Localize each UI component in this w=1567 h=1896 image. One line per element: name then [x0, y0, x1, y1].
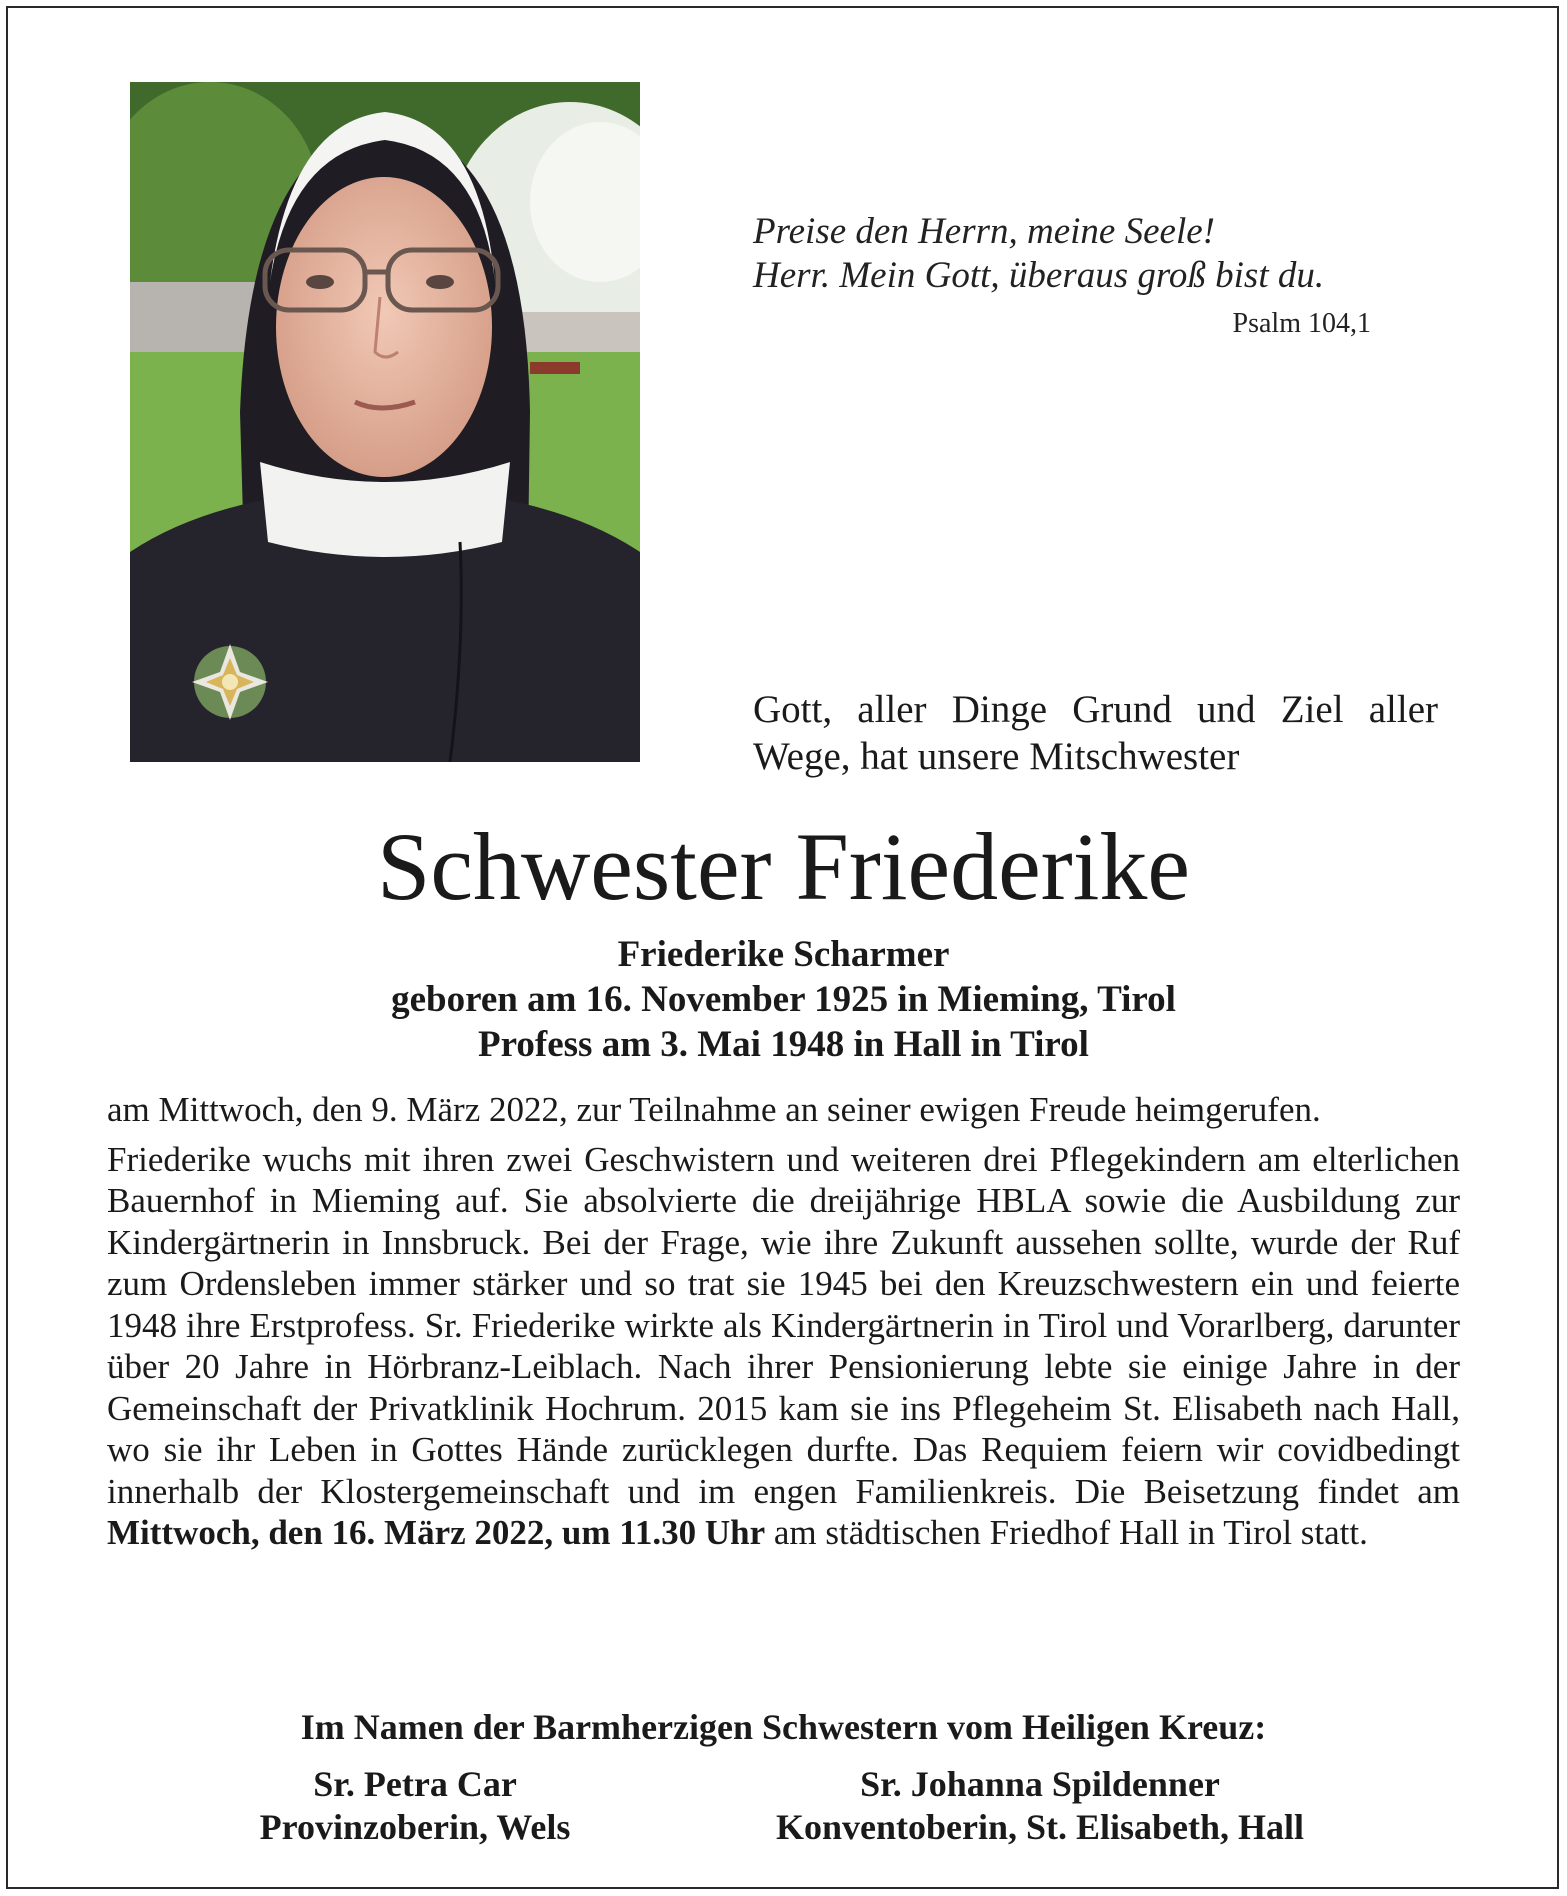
civil-name: Friederike Scharmer — [617, 934, 950, 975]
intro-text: Gott, aller Dinge Grund und Ziel aller Wege, hat unsere Mitschwester — [753, 688, 1438, 778]
body-paragraph-2 — [107, 1139, 1460, 1554]
signatory-left-name: Sr. Petra Car — [313, 1764, 517, 1804]
scripture-quote — [753, 210, 1373, 298]
funeral-place: am städtischen Friedhof Hall in Tirol statt. — [773, 1513, 1368, 1552]
quote-line-2: Herr. Mein Gott, überaus groß bist du. — [753, 255, 1325, 296]
profess-info: Profess am 3. Mai 1948 in Hall in Tirol — [478, 1024, 1089, 1065]
signatory-left — [180, 1763, 650, 1849]
portrait-photo — [130, 82, 640, 762]
signatory-left-role: Provinzoberin, Wels — [259, 1807, 571, 1847]
body-paragraph-2-text: Friederike wuchs mit ihren zwei Geschwistern und weiteren drei Pflegekindern am elterlichen Bauernhof in Mieming auf. Sie absolvierte die dreijährige HBLA sowie die Ausbildung zur Kindergärtnerin in Innsbruck. Bei der Frage, wie ihre Zukunft aussehen sollte, wurde der Ruf zum Ordensleben immer stärker und so trat sie 1945 bei den Kreuzschwestern ein und feierte 1948 ihre Erstprofess. Sr. Friederike wirkte als Kindergärtnerin in Tirol und Vorarlberg, darunter über 20 Jahre in Hörbranz-Leiblach. Nach ihrer Pensionierung lebte sie einige Jahre in der Gemeinschaft der Privatklinik Hochrum. 2015 kam sie ins Pflegeheim St. Elisabeth nach Hall, wo sie ihr Leben in Gottes Hände zurücklegen durfte. Das Requiem feiern wir covidbedingt innerhalb der Klostergemeinschaft und im engen Familienkreis. Die Beisetzung findet am — [107, 1139, 1460, 1511]
funeral-date: Mittwoch, den 16. März 2022, um 11.30 Uhr — [107, 1513, 766, 1552]
birth-info: geboren am 16. November 1925 in Mieming, Tirol — [391, 979, 1176, 1020]
scripture-reference: Psalm 104,1 — [1232, 308, 1371, 339]
obituary-body — [107, 1089, 1460, 1562]
signatory-right — [700, 1763, 1380, 1849]
quote-line-1: Preise den Herrn, meine Seele! — [753, 211, 1215, 252]
body-paragraph-1: am Mittwoch, den 9. März 2022, zur Teilnahme an seiner ewigen Freude heimgerufen. — [107, 1090, 1321, 1129]
deceased-details — [0, 932, 1567, 1067]
signatory-header: Im Namen der Barmherzigen Schwestern vom Heiligen Kreuz: — [300, 1707, 1267, 1747]
deceased-name: Schwester Friederike — [376, 813, 1191, 920]
signatory-right-role: Konventoberin, St. Elisabeth, Hall — [775, 1807, 1305, 1847]
signatory-right-name: Sr. Johanna Spildenner — [860, 1764, 1220, 1804]
